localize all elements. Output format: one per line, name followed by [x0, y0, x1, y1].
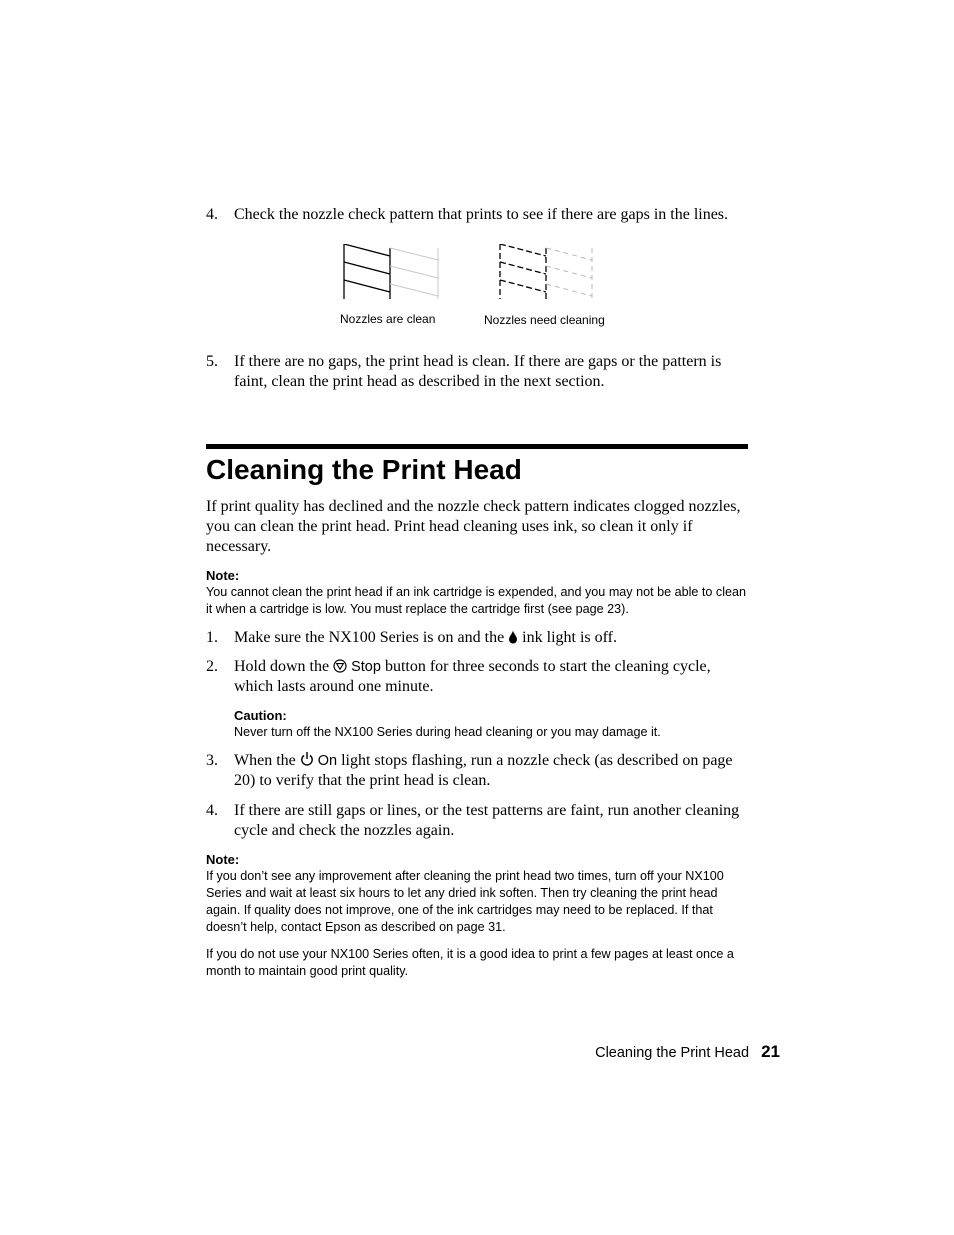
step-number: 4. [206, 802, 218, 819]
note-box [206, 567, 751, 618]
clean-caption: Nozzles are clean [340, 312, 436, 326]
cleaning-step-4 [206, 801, 751, 841]
step-number: 4. [206, 206, 218, 223]
dirty-caption: Nozzles need cleaning [484, 313, 605, 327]
caution-heading: Caution: [234, 708, 287, 723]
nozzle-pattern-figure [330, 240, 630, 332]
power-icon [300, 751, 314, 767]
nozzle-step-4 [206, 205, 751, 225]
section-intro: If print quality has declined and the nozzle check pattern indicates clogged nozzles, you can clean the print head. Print head cleaning uses ink, so clean it only if necessary. [206, 498, 741, 555]
step-number: 5. [206, 353, 218, 370]
stop-button-label: Stop [351, 659, 381, 675]
note-heading: Note: [206, 852, 240, 867]
note-text-2: If you do not use your NX100 Series often, it is a good idea to print a few pages at least once a month to maintain good print quality. [206, 947, 734, 978]
nozzle-step-5 [206, 352, 751, 392]
step-text-pre: Hold down the [234, 658, 330, 675]
step-text: Check the nozzle check pattern that prints to see if there are gaps in the lines. [234, 206, 729, 223]
note-box-2 [206, 851, 751, 980]
caution-box [234, 707, 751, 741]
step-text-post: light stops flashing, run a nozzle check (as described on page 20) to verify that the print head is clean. [234, 752, 733, 789]
page-number: 21 [761, 1042, 780, 1061]
note-heading: Note: [206, 568, 240, 583]
ink-drop-icon [508, 630, 518, 644]
step-text-post: button for three seconds to start the cleaning cycle, which lasts around one minute. [234, 658, 711, 695]
on-button-label: On [317, 753, 338, 769]
page-footer [560, 1042, 780, 1062]
clean-nozzle-pattern [342, 244, 442, 302]
section-title: Cleaning the Print Head [206, 454, 522, 485]
cleaning-step-2 [206, 657, 751, 697]
step-text: If there are no gaps, the print head is clean. If there are gaps or the pattern is faint, clean the print head as described in the next section. [234, 353, 722, 390]
step-text-pre: Make sure the NX100 Series is on and the [234, 629, 505, 646]
note-text: You cannot clean the print head if an ink cartridge is expended, and you may not be able to clean it when a cartridge is low. You must replace the cartridge first (see page 23). [206, 585, 747, 616]
stop-icon [333, 659, 347, 673]
step-text-pre: When the [234, 752, 296, 769]
cleaning-step-1 [206, 628, 751, 648]
step-number: 2. [206, 658, 218, 675]
caution-text: Never turn off the NX100 Series during head cleaning or you may damage it. [234, 725, 661, 739]
step-text: If there are still gaps or lines, or the test patterns are faint, run another cleaning cycle and check the nozzles again. [234, 802, 740, 839]
cleaning-step-3 [206, 751, 751, 791]
clogged-nozzle-pattern [496, 244, 596, 302]
step-number: 1. [206, 629, 218, 646]
section-rule [206, 444, 748, 449]
footer-section-title: Cleaning the Print Head [595, 1045, 750, 1061]
step-number: 3. [206, 752, 218, 769]
step-text-post: ink light is off. [522, 629, 617, 646]
note-text: If you don’t see any improvement after cleaning the print head two times, turn off your NX100 Series and wait at least six hours to let any dried ink soften. Then try cleaning the print head again. If quality does not improve, one of the ink cartridges may need to be replaced. If that doesn’t help, contact Epson as described on page 31. [206, 869, 724, 934]
